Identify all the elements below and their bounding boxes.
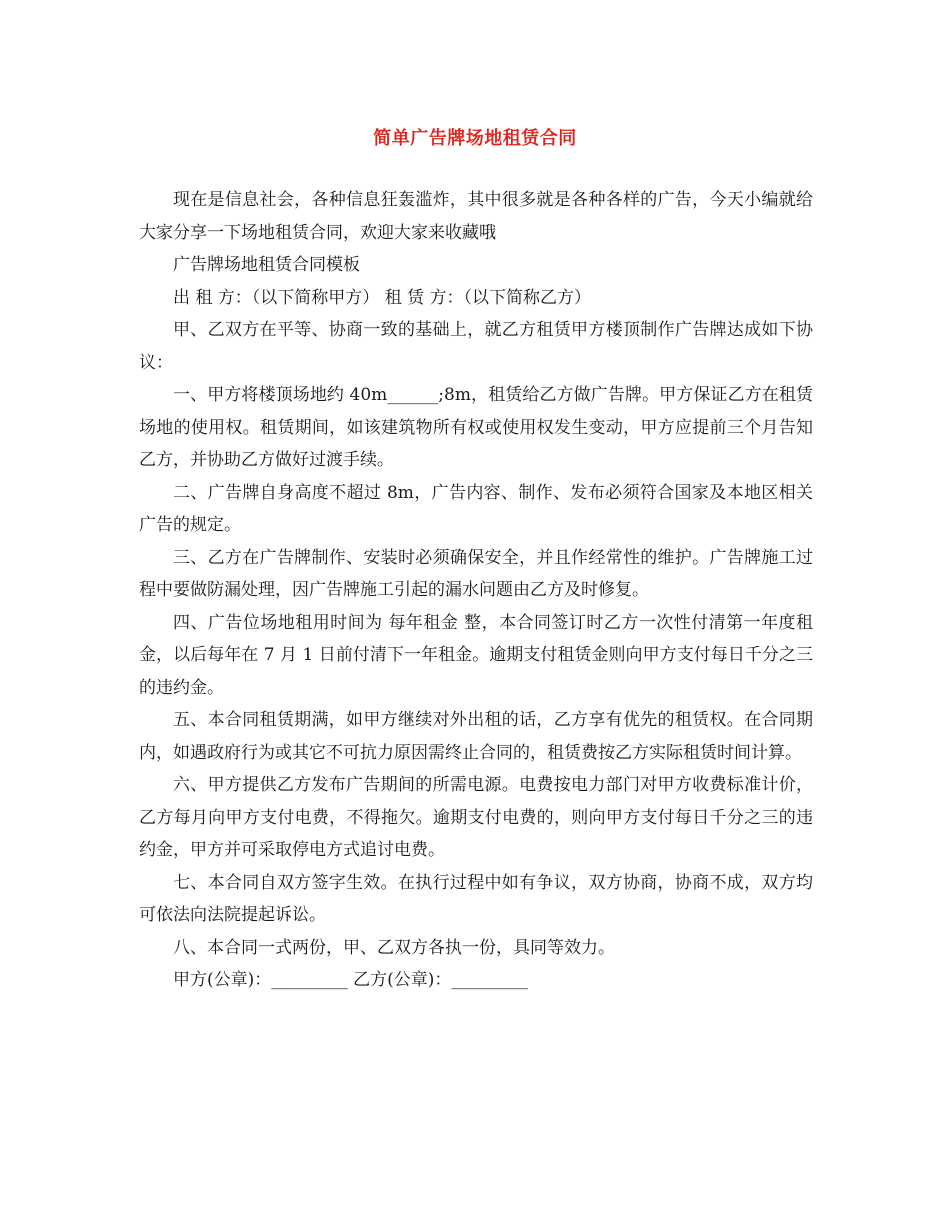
intro-paragraph: 现在是信息社会，各种信息狂轰滥炸，其中很多就是各种各样的广告，今天小编就给大家分享一下场地租赁合同，欢迎大家来收藏哦: [139, 190, 813, 243]
clause-4: 四、广告位场地租用时间为 每年租金 整，本合同签订时乙方一次性付清第一年度租金，以后每年在 7 月 1 日前付清下一年租金。逾期支付租赁金则向甲方支付每日千分之三的违约金。: [139, 612, 813, 698]
signature-line: 甲方(公章)：_________ 乙方(公章)：_________: [173, 970, 528, 990]
document-body: [139, 184, 813, 997]
document-title: 简单广告牌场地租赁合同: [373, 128, 577, 149]
template-heading: 广告牌场地租赁合同模板: [173, 255, 360, 275]
clause-6: 六、甲方提供乙方发布广告期间的所需电源。电费按电力部门对甲方收费标准计价，乙方每月向甲方支付电费，不得拖欠。逾期支付电费的，则向甲方支付每日千分之三的违约金，甲方并可采取停电方式追讨电费。: [139, 775, 813, 860]
clause-2: 二、广告牌自身高度不超过 8m，广告内容、制作、发布必须符合国家及本地区相关广告的规定。: [139, 482, 813, 535]
agreement-preamble: 甲、乙双方在平等、协商一致的基础上，就乙方租赁甲方楼顶制作广告牌达成如下协议：: [139, 320, 813, 373]
clause-3: 三、乙方在广告牌制作、安装时必须确保安全，并且作经常性的维护。广告牌施工过程中要做防漏处理，因广告牌施工引起的漏水问题由乙方及时修复。: [139, 547, 813, 600]
parties-line: 出 租 方：（以下简称甲方） 租 赁 方：（以下简称乙方）: [173, 287, 592, 308]
clause-8: 八、本合同一式两份，甲、乙双方各执一份，具同等效力。: [173, 937, 615, 958]
clause-5: 五、本合同租赁期满，如甲方继续对外出租的话，乙方享有优先的租赁权。在合同期内，如遇政府行为或其它不可抗力原因需终止合同的，租赁费按乙方实际租赁时间计算。: [139, 710, 813, 763]
clause-1: 一、甲方将楼顶场地约 40m______;8m，租赁给乙方做广告牌。甲方保证乙方在租赁场地的使用权。租赁期间，如该建筑物所有权或使用权发生变动，甲方应提前三个月告知乙方，并协助乙方做好过渡手续。: [139, 385, 813, 470]
clause-7: 七、本合同自双方签字生效。在执行过程中如有争议，双方协商，协商不成，双方均可依法向法院提起诉讼。: [139, 872, 813, 925]
